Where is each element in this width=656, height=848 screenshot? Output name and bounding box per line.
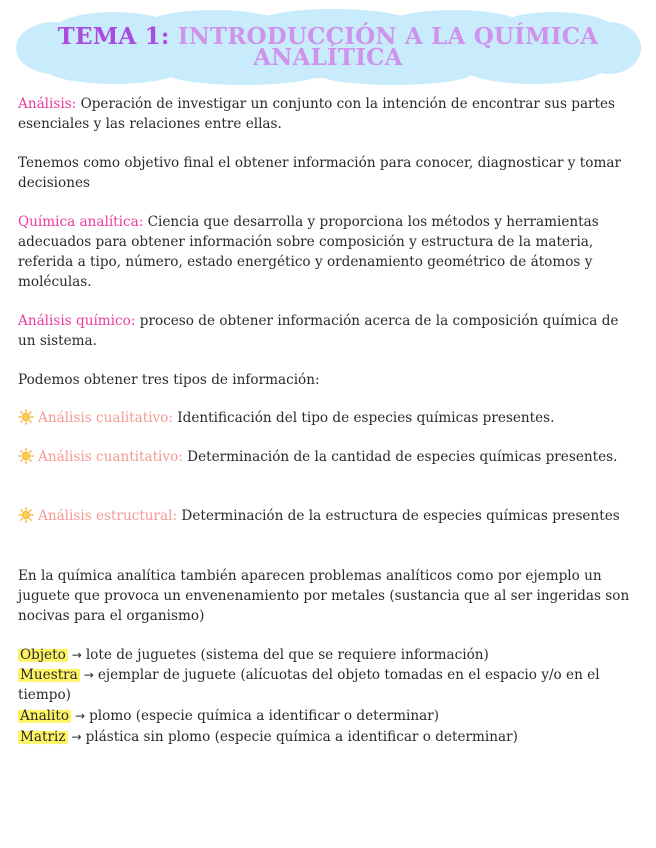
- definition-analisis: Operación de investigar un conjunto con la intención de encontrar sus partes esenciales y las relaciones entre ellas.: [18, 96, 616, 132]
- definition-analito: [18, 706, 638, 726]
- arrow-icon: →: [71, 648, 82, 662]
- title-banner: [14, 8, 642, 86]
- arrow-icon: →: [83, 668, 94, 682]
- term-analisis: Análisis:: [18, 96, 77, 112]
- paragraph-problemas: En la química analítica también aparecen problemas analíticos como por ejemplo un juguete que provoca un envenenamiento por metales (sustancia que al ser ingeridas son nocivas para el organismo): [18, 568, 630, 624]
- highlight-term-objeto: Objeto: [20, 647, 66, 663]
- highlight-term-matriz: Matriz: [20, 729, 66, 745]
- sun-icon: [18, 448, 34, 464]
- title-main: INTRODUCCIÓN A LA QUÍMICA ANALÍTICA: [177, 23, 599, 71]
- paragraph-cualitativo: [18, 408, 638, 428]
- definition-cualitativo: Identificación del tipo de especies químicas presentes.: [172, 410, 555, 426]
- term-estructural: Análisis estructural:: [38, 508, 178, 524]
- definition-text-objeto: lote de juguetes (sistema del que se requiere información): [85, 647, 489, 663]
- paragraph-analisis-quimico: [18, 311, 638, 351]
- paragraph-estructural: [18, 506, 638, 526]
- term-cuantitativo: Análisis cuantitativo:: [38, 449, 183, 465]
- arrow-icon: →: [71, 730, 82, 744]
- page-title: [14, 23, 642, 71]
- sun-icon: [18, 409, 34, 425]
- paragraph-analisis: [18, 94, 638, 134]
- definition-analisis-quimico: proceso de obtener información acerca de la composición química de un sistema.: [18, 313, 619, 349]
- definition-estructural: Determinación de la estructura de especies químicas presentes: [177, 508, 620, 524]
- definition-cuantitativo: Determinación de la cantidad de especies químicas presentes.: [182, 449, 618, 465]
- definition-matriz: [18, 727, 638, 747]
- definition-objeto: [18, 645, 638, 665]
- paragraph-tipos-intro: Podemos obtener tres tipos de información:: [18, 372, 320, 388]
- sun-icon: [18, 507, 34, 523]
- paragraph-objetivo: Tenemos como objetivo final el obtener información para conocer, diagnosticar y tomar decisiones: [18, 155, 621, 191]
- definition-text-muestra: ejemplar de juguete (alícuotas del objeto tomadas en el espacio y/o en el tiempo): [18, 667, 600, 703]
- title-prefix: TEMA 1:: [57, 23, 170, 50]
- arrow-icon: →: [75, 709, 86, 723]
- term-cualitativo: Análisis cualitativo:: [38, 410, 173, 426]
- highlight-term-muestra: Muestra: [20, 667, 78, 683]
- term-analisis-quimico: Análisis químico:: [18, 313, 136, 329]
- paragraph-cuantitativo: [18, 447, 638, 467]
- definition-quimica-analitica: Ciencia que desarrolla y proporciona los métodos y herramientas adecuados para obtener información sobre composición y estructura de la materia, referida a tipo, número, estado energético y ordenamiento geométrico de átomos y moléculas.: [18, 214, 599, 290]
- definition-muestra: [18, 665, 638, 705]
- highlight-term-analito: Analito: [20, 708, 70, 724]
- definition-text-matriz: plástica sin plomo (especie química a identificar o determinar): [85, 729, 518, 745]
- term-quimica-analitica: Química analítica:: [18, 214, 144, 230]
- definition-text-analito: plomo (especie química a identificar o determinar): [89, 708, 440, 724]
- paragraph-quimica-analitica: [18, 212, 638, 292]
